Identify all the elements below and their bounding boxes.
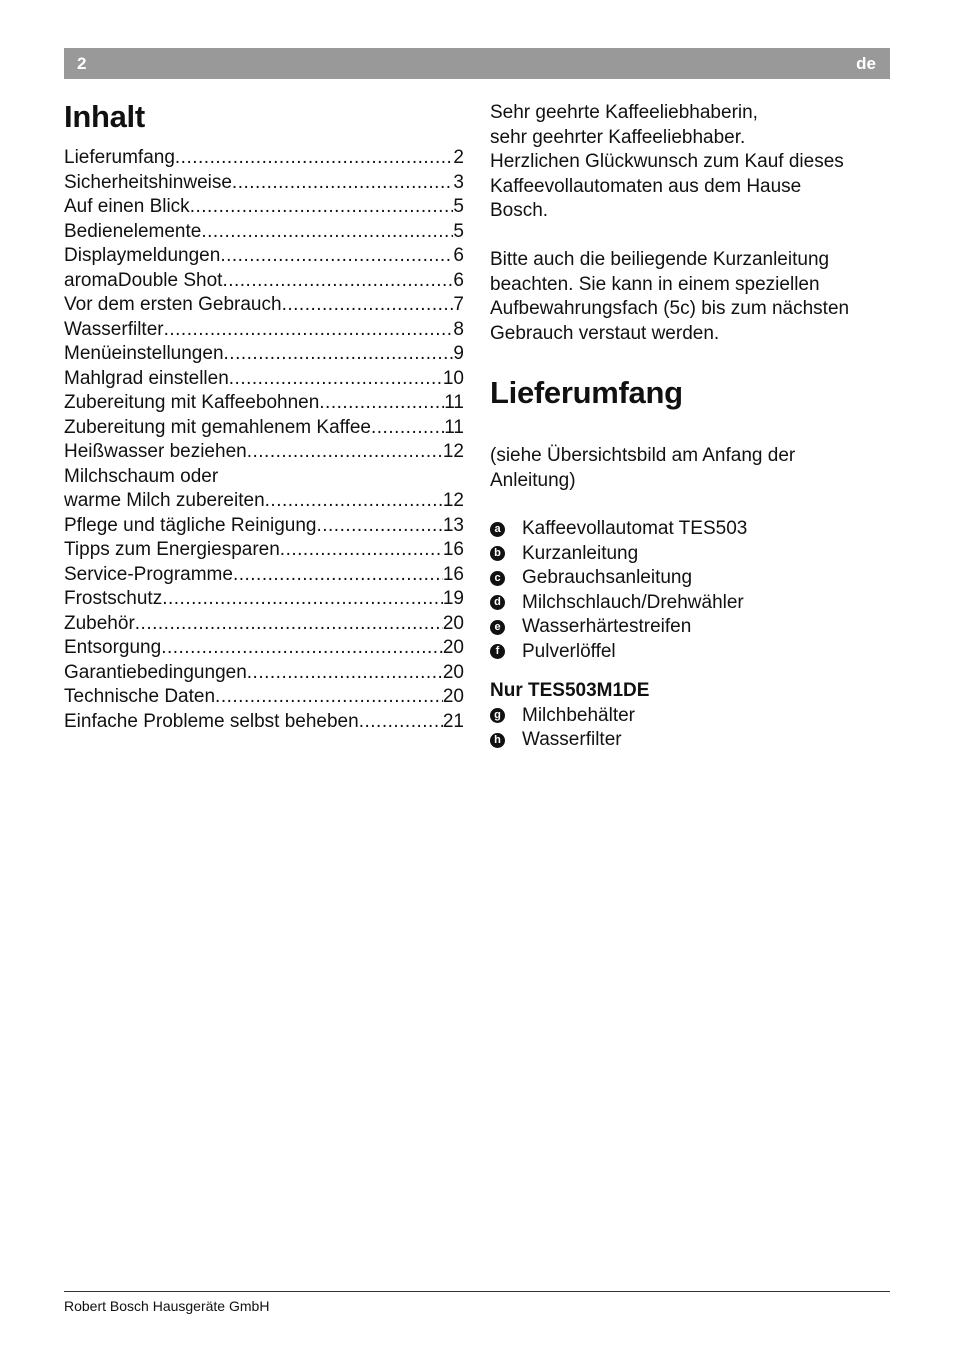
toc-entry[interactable] — [64, 293, 464, 318]
toc-entry[interactable] — [64, 146, 464, 171]
lieferumfang-title: Lieferumfang — [490, 375, 683, 410]
toc-entry-label: Zubereitung mit gemahlenem Kaffee — [64, 416, 371, 438]
toc-entry-page: 20 — [442, 612, 464, 634]
item-marker-icon: a — [490, 522, 505, 537]
toc-entry-label: Displaymeldungen — [64, 245, 221, 266]
item-marker-icon: c — [490, 571, 505, 586]
toc-entry-label: Menüeinstellungen — [64, 343, 224, 364]
list-item — [490, 704, 890, 729]
toc-entry-label: Tipps zum Energiesparen — [64, 539, 280, 560]
toc-entry-page: 10 — [442, 367, 464, 389]
toc-entry-page: 6 — [453, 245, 464, 266]
toc-entry-label: Pflege und tägliche Reinigung — [64, 514, 317, 536]
toc-title: Inhalt — [64, 99, 145, 134]
item-text: Milchschlauch/Drehwähler — [522, 591, 744, 613]
toc-entry-page: 16 — [442, 563, 464, 585]
toc-entry-label: aromaDouble Shot — [64, 269, 223, 291]
toc-entry-page: 5 — [453, 196, 464, 217]
greeting-line: Herzlichen Glückwunsch zum Kauf dieses — [490, 151, 844, 172]
toc-entry[interactable] — [64, 440, 464, 465]
toc-entry[interactable] — [64, 514, 464, 539]
toc-entry-label: Wasserfilter — [64, 318, 164, 340]
item-text: Wasserfilter — [522, 729, 622, 750]
list-item — [490, 591, 890, 616]
toc-entry-page: 6 — [453, 269, 464, 291]
toc-entry-label-line1: Milchschaum oder — [64, 465, 219, 487]
list-item — [490, 517, 890, 542]
toc-entry[interactable] — [64, 195, 464, 220]
toc-entry-page: 7 — [453, 294, 464, 315]
list-item — [490, 640, 890, 665]
greeting-line: Sehr geehrte Kaffeeliebhaberin, — [490, 102, 758, 123]
item-text: Milchbehälter — [522, 704, 635, 726]
toc-entry-page: 19 — [442, 588, 464, 609]
toc-entry-label: Service-Programme — [64, 563, 233, 585]
item-text: Pulverlöffel — [522, 640, 616, 662]
page-header-bar — [64, 48, 890, 79]
toc-entry-label: Mahlgrad einstellen — [64, 367, 229, 389]
toc-entry[interactable] — [64, 661, 464, 686]
toc-entry[interactable] — [64, 342, 464, 367]
item-marker-icon: f — [490, 644, 505, 659]
greeting-line: Bosch. — [490, 200, 549, 221]
toc-entry[interactable] — [64, 318, 464, 343]
list-item — [490, 542, 890, 567]
greeting-line: Kaffeevollautomaten aus dem Hause — [490, 175, 802, 197]
toc-entry-page: 21 — [442, 710, 464, 732]
toc-entry[interactable] — [64, 538, 464, 563]
item-text: Wasserhärtestreifen — [522, 616, 692, 637]
toc-entry-label: Garantiebedingungen — [64, 661, 247, 683]
toc-entry-label: warme Milch zubereiten — [64, 490, 265, 511]
note-line: beachten. Sie kann in einem speziellen — [490, 273, 820, 295]
toc-entry-page: 20 — [442, 637, 464, 658]
item-marker-icon: g — [490, 708, 505, 723]
language-code: de — [856, 54, 876, 73]
toc-entry-page: 5 — [453, 220, 464, 242]
toc-entry-label: Vor dem ersten Gebrauch — [64, 294, 282, 315]
toc-entry-label: Entsorgung — [64, 637, 162, 658]
toc-entry-page: 8 — [453, 318, 464, 340]
delivery-items-list — [490, 517, 890, 664]
toc-entry[interactable] — [64, 269, 464, 294]
lieferumfang-note — [490, 444, 890, 493]
toc-entry-label: Bedienelemente — [64, 220, 202, 242]
toc-entry-label: Technische Daten — [64, 686, 216, 707]
toc-entry-page: 13 — [442, 514, 464, 536]
list-item — [490, 615, 890, 640]
item-marker-icon: d — [490, 595, 505, 610]
toc-entry[interactable] — [64, 244, 464, 269]
toc-entry-label: Frostschutz — [64, 588, 163, 609]
item-text: Kurzanleitung — [522, 542, 639, 564]
model-heading: Nur TES503M1DE — [490, 680, 650, 701]
footer-company: Robert Bosch Hausgeräte GmbH — [64, 1298, 270, 1314]
toc-entry-page: 3 — [453, 171, 464, 193]
toc-entry-label: Sicherheitshinweise — [64, 171, 232, 193]
kurzanleitung-note — [490, 248, 890, 346]
item-marker-icon: b — [490, 546, 505, 561]
toc-entry-page: 12 — [442, 490, 464, 511]
toc-list — [64, 146, 464, 734]
toc-entry-page: 16 — [442, 539, 464, 560]
toc-entry[interactable] — [64, 685, 464, 710]
note-line: Aufbewahrungsfach (5c) bis zum nächsten — [490, 298, 850, 319]
footer-divider — [64, 1291, 890, 1292]
greeting-line: sehr geehrter Kaffeeliebhaber. — [490, 126, 746, 148]
toc-entry-page: 9 — [453, 343, 464, 364]
list-item — [490, 728, 890, 753]
greeting-paragraph — [490, 101, 890, 224]
toc-entry[interactable] — [64, 391, 464, 416]
model-items-list — [490, 704, 890, 753]
toc-entry-label: Einfache Probleme selbst beheben — [64, 710, 359, 732]
toc-entry[interactable] — [64, 710, 464, 735]
toc-entry-page: 20 — [442, 661, 464, 683]
note-line: Bitte auch die beiliegende Kurzanleitung — [490, 249, 830, 270]
toc-entry[interactable] — [64, 465, 464, 514]
item-text: Kaffeevollautomat TES503 — [522, 518, 748, 539]
toc-entry[interactable] — [64, 171, 464, 196]
note-line: Anleitung) — [490, 469, 576, 491]
toc-column — [64, 96, 464, 734]
toc-entry[interactable] — [64, 220, 464, 245]
toc-entry-label: Zubereitung mit Kaffeebohnen — [64, 392, 320, 413]
toc-entry-label: Auf einen Blick — [64, 196, 190, 217]
toc-entry-page: 12 — [442, 441, 464, 462]
toc-entry-label: Zubehör — [64, 612, 135, 634]
toc-entry-label: Heißwasser beziehen — [64, 441, 247, 462]
item-marker-icon: h — [490, 733, 505, 748]
toc-entry[interactable] — [64, 636, 464, 661]
toc-entry-page: 2 — [453, 147, 464, 168]
intro-column — [490, 101, 890, 753]
toc-entry[interactable] — [64, 612, 464, 637]
note-line: (siehe Übersichtsbild am Anfang der — [490, 445, 796, 466]
page-number: 2 — [77, 54, 87, 73]
note-line: Gebrauch verstaut werden. — [490, 322, 720, 344]
item-text: Gebrauchsanleitung — [522, 567, 693, 588]
toc-entry[interactable] — [64, 563, 464, 588]
toc-entry[interactable] — [64, 587, 464, 612]
toc-entry[interactable] — [64, 416, 464, 441]
toc-entry-label: Lieferumfang — [64, 147, 175, 168]
toc-entry-page: 11 — [444, 416, 464, 438]
toc-entry[interactable] — [64, 367, 464, 392]
item-marker-icon: e — [490, 620, 505, 635]
toc-entry-page: 20 — [442, 686, 464, 707]
list-item — [490, 566, 890, 591]
toc-entry-page: 11 — [444, 392, 464, 413]
